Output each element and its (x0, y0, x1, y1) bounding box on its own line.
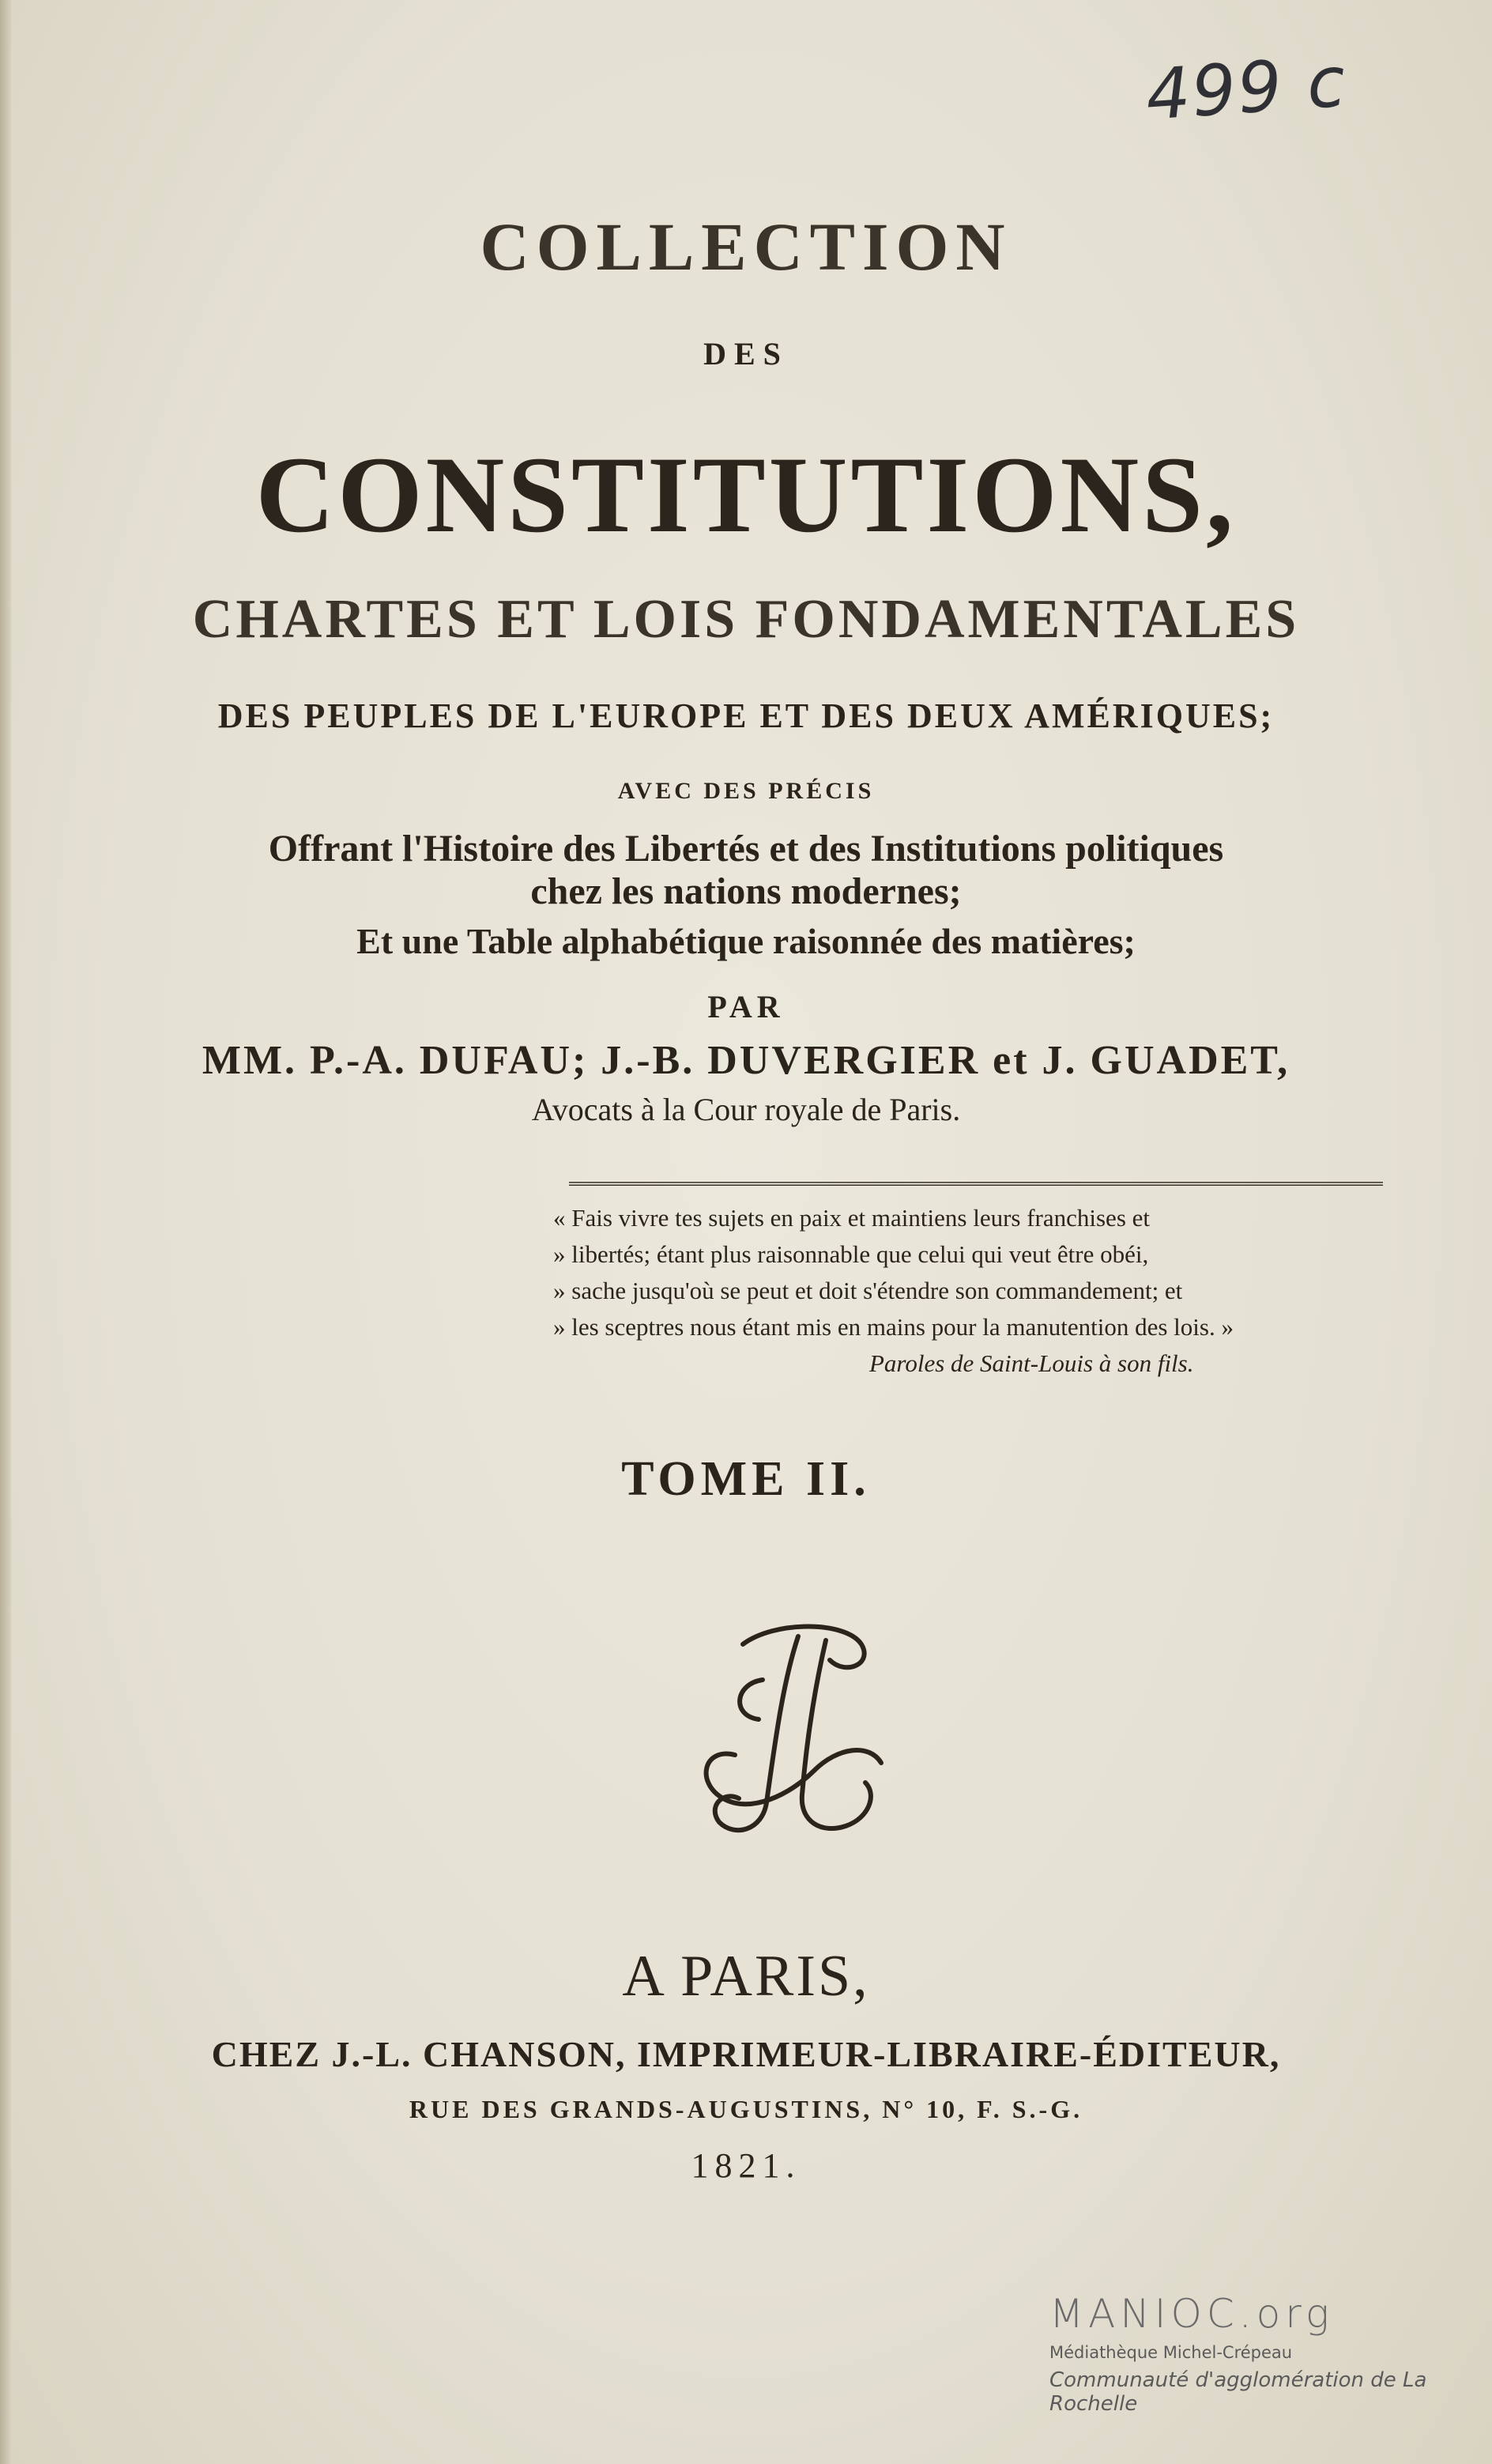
epigraph-line-4: » les sceptres nous étant mis en mains pour la manutention des lois. » (553, 1313, 1234, 1341)
epigraph-line-2: » libertés; étant plus raisonnable que celui qui veut être obéi, (553, 1240, 1149, 1268)
watermark-library: Médiathèque Michel-Crépeau (1049, 2343, 1293, 2362)
epigraph-line-3: » sache jusqu'où se peut et doit s'étendre son commandement; et (553, 1277, 1183, 1304)
handwritten-shelfmark: 499 c (1143, 40, 1350, 136)
epigraph-attribution: Paroles de Saint-Louis à son fils. (869, 1349, 1194, 1377)
title-main: CONSTITUTIONS, (255, 434, 1237, 555)
imprint-year: 1821. (691, 2146, 801, 2185)
description-line-1: Offrant l'Histoire des Libertés et des Institutions politiques (268, 828, 1224, 870)
title-collection: COLLECTION (480, 209, 1012, 285)
authors: MM. P.-A. DUFAU; J.-B. DUVERGIER et J. GUADET, (202, 1038, 1290, 1083)
title-subtitle: CHARTES ET LOIS FONDAMENTALES (192, 589, 1300, 650)
imprint-place: A PARIS, (622, 1944, 870, 2009)
epigraph-line-1: « Fais vivre tes sujets en paix et maintiens leurs franchises et (553, 1204, 1151, 1232)
title-precis: AVEC DES PRÉCIS (617, 778, 875, 804)
manioc-logo: MANIOC.org (1049, 2291, 1334, 2337)
authors-affiliation: Avocats à la Cour royale de Paris. (531, 1092, 961, 1127)
title-des: DES (703, 336, 789, 372)
epigraph-rule (569, 1182, 1383, 1186)
imprint-publisher: CHEZ J.-L. CHANSON, IMPRIMEUR-LIBRAIRE-ÉDITEUR, (211, 2034, 1281, 2074)
watermark-community: Communauté d'agglomération de La Rochelle (1049, 2368, 1427, 2416)
imprint-address: RUE DES GRANDS-AUGUSTINS, N° 10, F. S.-G. (409, 2095, 1083, 2123)
description-line-2: chez les nations modernes; (530, 870, 962, 912)
library-watermark (1049, 2291, 1492, 2416)
description-line-3: Et une Table alphabétique raisonnée des matières; (356, 921, 1136, 961)
by-line: PAR (707, 989, 785, 1024)
title-peoples: DES PEUPLES DE L'EUROPE ET DES DEUX AMÉRIQUES; (217, 696, 1275, 735)
publisher-monogram (688, 1613, 893, 1850)
volume-number: TOME II. (621, 1452, 871, 1506)
